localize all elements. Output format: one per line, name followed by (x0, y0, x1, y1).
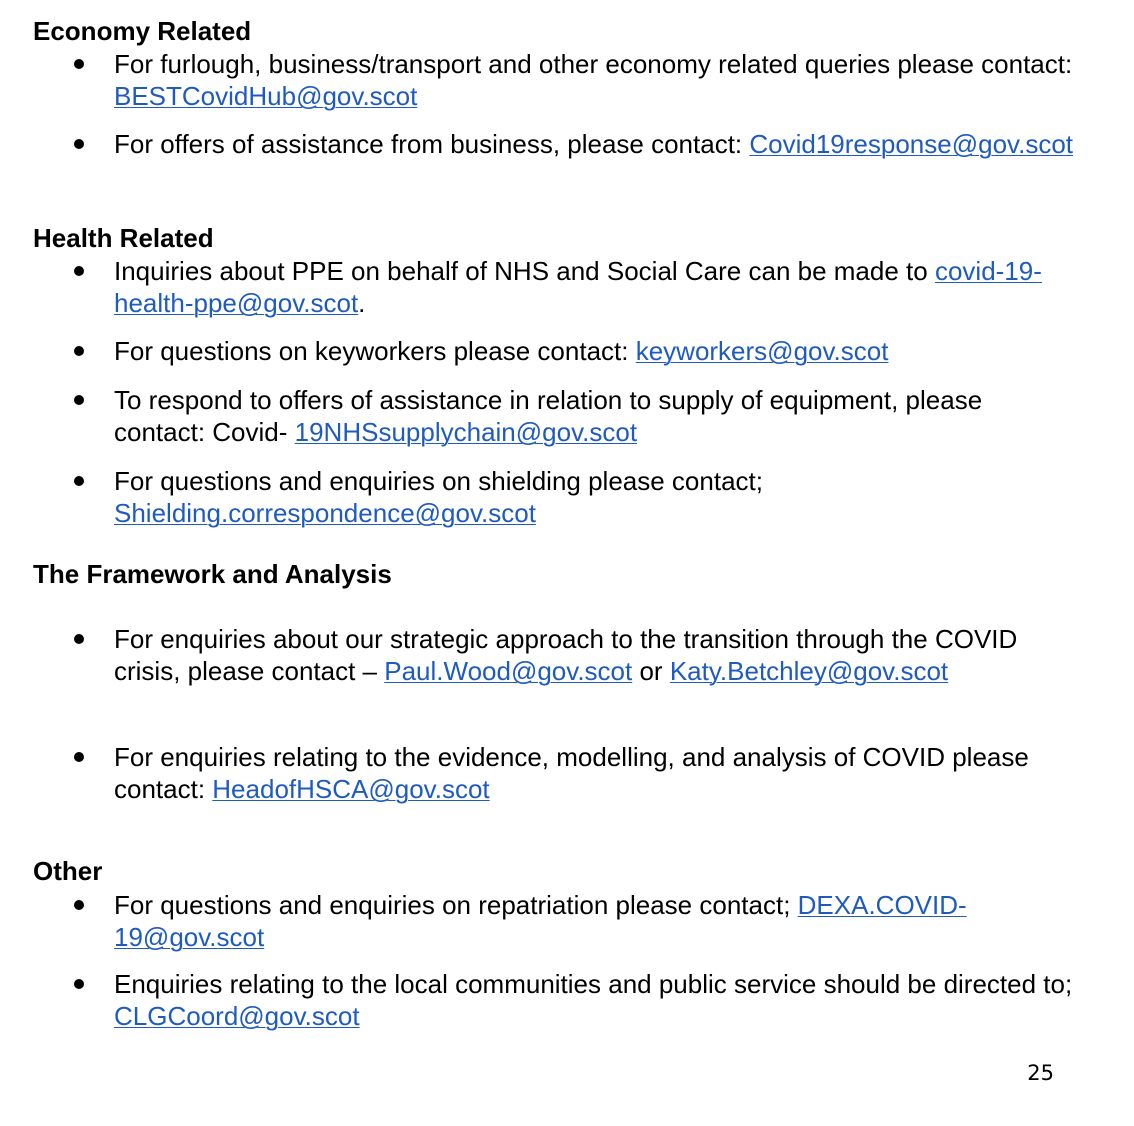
bullet-icon (74, 346, 84, 356)
email-link[interactable]: Covid19response@gov.scot (749, 129, 1074, 159)
email-link[interactable]: 19NHSsupplychain@gov.scot (294, 417, 638, 447)
section-heading-health: Health Related (33, 223, 214, 253)
bullet-icon (74, 395, 84, 405)
list-item-text: For enquiries relating to the evidence, modelling, and analysis of COVID please contact: HeadofHSCA@gov.scot (114, 742, 1029, 804)
email-link[interactable]: keyworkers@gov.scot (635, 336, 889, 366)
list-item-text: Enquiries relating to the local communities and public service should be directed to; CLGCoord@gov.scot (114, 969, 1073, 1031)
section-heading-other: Other (33, 856, 103, 886)
email-link[interactable]: CLGCoord@gov.scot (114, 1001, 360, 1031)
email-link[interactable]: Paul.Wood@gov.scot (384, 656, 633, 686)
bullet-icon (74, 476, 84, 486)
list-item-text: To respond to offers of assistance in relation to supply of equipment, please contact: Covid- 19NHSsupplychain@gov.scot (114, 385, 983, 447)
email-link[interactable]: Shielding.correspondence@gov.scot (114, 498, 536, 528)
list-item-text: For questions and enquiries on repatriation please contact; DEXA.COVID-19@gov.scot (114, 890, 967, 952)
bullet-icon (74, 139, 84, 149)
bullet-icon (74, 634, 84, 644)
list-item-text: For enquiries about our strategic approach to the transition through the COVID crisis, please contact – Paul.Wood@gov.scot or Katy.Betchley@gov.scot (114, 624, 1018, 686)
bullet-icon (74, 979, 84, 989)
email-link[interactable]: covid-19-health-ppe@gov.scot (114, 256, 1042, 318)
list-item-text: For questions and enquiries on shielding please contact; Shielding.correspondence@gov.scot (114, 466, 763, 528)
section-heading-framework: The Framework and Analysis (33, 559, 392, 589)
email-link[interactable]: BESTCovidHub@gov.scot (114, 81, 418, 111)
list-item-text: For questions on keyworkers please contact: keyworkers@gov.scot (114, 336, 889, 366)
page-number: 25 (1027, 1061, 1054, 1085)
bullet-icon (74, 59, 84, 69)
list-item-text: For furlough, business/transport and other economy related queries please contact: BESTCovidHub@gov.scot (114, 49, 1073, 111)
section-heading-economy: Economy Related (33, 16, 252, 46)
list-item-text: For offers of assistance from business, please contact: Covid19response@gov.scot (114, 129, 1074, 159)
bullet-icon (74, 266, 84, 276)
email-link[interactable]: Katy.Betchley@gov.scot (669, 656, 949, 686)
list-item-text: Inquiries about PPE on behalf of NHS and Social Care can be made to covid-19-health-ppe@gov.scot. (114, 256, 1042, 318)
email-link[interactable]: HeadofHSCA@gov.scot (212, 774, 490, 804)
bullet-icon (74, 900, 84, 910)
bullet-icon (74, 752, 84, 762)
email-link[interactable]: DEXA.COVID-19@gov.scot (114, 890, 967, 952)
